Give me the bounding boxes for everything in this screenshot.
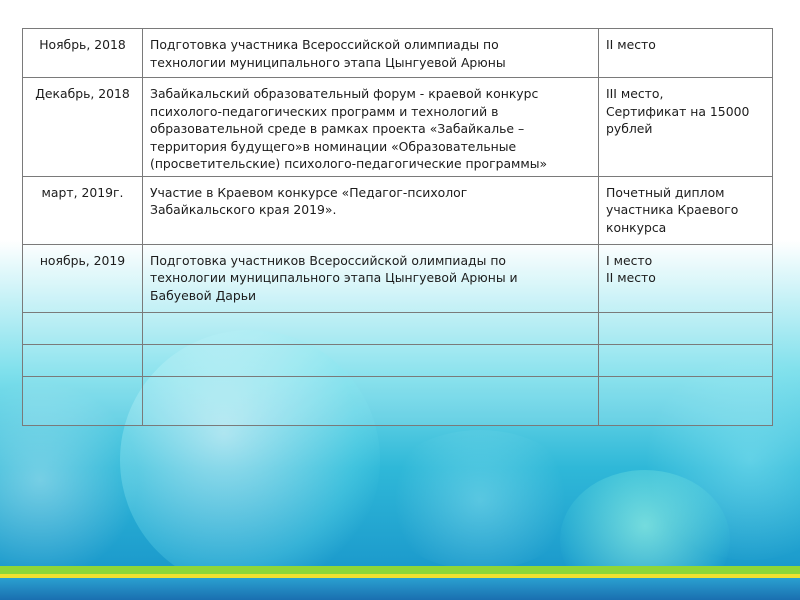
date-cell bbox=[23, 78, 143, 177]
result-cell bbox=[599, 78, 773, 177]
empty-cell bbox=[23, 312, 143, 344]
empty-cell bbox=[599, 344, 773, 376]
event-cell bbox=[143, 78, 599, 177]
date-text: Декабрь, 2018 bbox=[35, 86, 130, 101]
result-cell bbox=[599, 29, 773, 78]
empty-cell bbox=[23, 376, 143, 425]
date-text: ноябрь, 2019 bbox=[39, 252, 126, 268]
event-text-line: технологии муниципального этапа Цынгуевой Арюны bbox=[150, 54, 506, 70]
empty-cell bbox=[599, 312, 773, 344]
result-text-line: II место bbox=[606, 270, 656, 285]
empty-table-row bbox=[23, 344, 773, 376]
result-text-line: Почетный диплом bbox=[606, 184, 725, 200]
empty-table-row bbox=[23, 376, 773, 425]
event-cell bbox=[143, 244, 599, 312]
empty-cell bbox=[143, 376, 599, 425]
empty-cell bbox=[143, 344, 599, 376]
event-text-line: технологии муниципального этапа Цынгуевой Арюны и bbox=[150, 270, 518, 285]
result-cell bbox=[599, 176, 773, 244]
event-text-line: Подготовка участника Всероссийской олимпиады по bbox=[150, 37, 499, 52]
event-text-line: образовательной среде в рамках проекта «Забайкалье – bbox=[150, 121, 525, 136]
table-row bbox=[23, 78, 773, 177]
result-text-line: рублей bbox=[606, 121, 653, 136]
decorative-stripe-blue bbox=[0, 578, 800, 600]
empty-table-row bbox=[23, 312, 773, 344]
event-cell bbox=[143, 29, 599, 78]
result-text-line: конкурса bbox=[606, 219, 667, 235]
event-text-line: психолого-педагогических программ и технологий в bbox=[150, 103, 499, 119]
event-text-line: Забайкальский образовательный форум - краевой конкурс bbox=[150, 86, 539, 101]
table-row bbox=[23, 29, 773, 78]
result-text-line: участника Краевого bbox=[606, 202, 739, 217]
event-text-line: Бабуевой Дарьи bbox=[150, 287, 257, 303]
result-text-line: III место, bbox=[606, 86, 664, 101]
event-cell bbox=[143, 176, 599, 244]
event-text-line: Участие в Краевом конкурсе «Педагог-психолог bbox=[150, 184, 468, 200]
event-text-line: Подготовка участников Всероссийской олимпиады по bbox=[150, 252, 507, 268]
table-row bbox=[23, 176, 773, 244]
table-row bbox=[23, 244, 773, 312]
decorative-stripe-green bbox=[0, 566, 800, 574]
date-text: март, 2019г. bbox=[41, 184, 124, 200]
date-cell bbox=[23, 29, 143, 78]
event-text-line: территория будущего»в номинации «Образовательные bbox=[150, 138, 517, 154]
decorative-bubble bbox=[380, 430, 580, 570]
date-text: Ноябрь, 2018 bbox=[39, 37, 126, 52]
result-cell bbox=[599, 244, 773, 312]
achievements-table bbox=[22, 28, 773, 426]
empty-cell bbox=[23, 344, 143, 376]
event-text-line: (просветительские) психолого-педагогические программы» bbox=[150, 156, 548, 171]
date-cell bbox=[23, 244, 143, 312]
event-text-line: Забайкальского края 2019». bbox=[150, 202, 337, 217]
empty-cell bbox=[599, 376, 773, 425]
result-text-line: Сертификат на 15000 bbox=[606, 103, 750, 119]
result-text-line: I место bbox=[606, 252, 653, 268]
date-cell bbox=[23, 176, 143, 244]
empty-cell bbox=[143, 312, 599, 344]
result-text-line: II место bbox=[606, 37, 656, 52]
